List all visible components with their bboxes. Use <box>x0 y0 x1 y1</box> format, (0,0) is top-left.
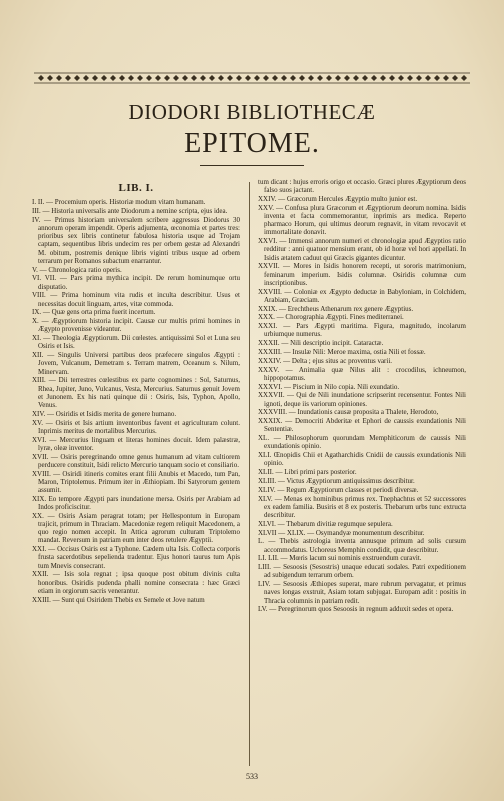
summary-entry: XII. — Singulis Universi partibus deos præfecere singulos Ægypti : Jovem, Vulcanum, Demetram s. Terram matrem, Oceanum s. Nilum, Minervam. <box>32 351 240 376</box>
summary-entry: XXV. — Confusa plura Græcorum et Ægyptiorum deorum nomina. Isidis inventa et facta commemorantur, inprimis ars medica. Reperto pharmaco Horum, qui ultimus deorum regnavit, in vitam revocavit et immortalitate donavit. <box>258 203 466 237</box>
page-number: 533 <box>246 772 258 781</box>
summary-entry: XLVI. — Thebarum divitiæ regumque sepulera. <box>258 519 393 528</box>
summary-entry: X. — Ægyptiorum historia incipit. Causæ cur multis primi homines in Ægypto provenisse videantur. <box>32 317 240 334</box>
left-entry-list <box>32 198 240 604</box>
summary-entry: XXXVII. — Qui de Nili inundatione scripserint recensentur. Fontes Nili ignoti, deque iis variorum opiniones. <box>258 391 466 408</box>
summary-entry: I. II. — Procemium operis. Historiæ modum vitam humanam. <box>32 198 206 207</box>
summary-entry: XXXIII. — Insulæ Nili: Meroe maxima, ostia Nili et fossæ. <box>258 348 426 356</box>
summary-entry: XVIII. — Osiridi itineris comites erant filii Anubis et Macedo, tum Pan, Maron, Triptolemus. Primum iter in Æthiopiam. Ibi Satyrorum gentem assumit. <box>32 469 240 495</box>
summary-entry: LIV. — Sesoosis Æthiopes superat, mare rubrum pervagatur, et primus naves longas exstruit, Asiam totam subjugat. Europam adit : positis in Thracia columnis in patriam redit. <box>258 580 466 605</box>
summary-entry: XLV. — Menas ex hominibus primus rex. Tnephachtus et 52 successores ex eadem familia. Busiris et 8 ex posteris. Thebarum urbs tunc extructa describitur. <box>258 494 466 519</box>
summary-entry: XXXIV. — Delta ; ejus situs ac proventus varii. <box>258 356 393 365</box>
summary-entry: XIII. — Dii terrestres cœlestibus ex parte cognomines : Sol, Saturnus, Rhea, Jupiter, Juno, Vulcanus, Vesta, Mercurius. Saturnus genuit Jovem et Junonem. Ex his nati quinque dii : Osiris, Isis, Typhon, Apollo, Venus. <box>32 376 240 410</box>
summary-entry: III. — Historia universalis ante Diodorum a nemine scripta, ejus idea. <box>32 207 228 215</box>
summary-entry: VIII. — Prima hominum vita rudis et inculta describitur. Usus et necessitas docuit linguam, artes, vitæ commoda. <box>32 291 240 308</box>
summary-entry: XVII. — Osiris peregrinando omne genus humanum ad vitam cultiorem perducere constituit, Isidi relicto Mercurio tanquam socio et consiliario. <box>32 452 240 469</box>
summary-entry: XXI. — Occisus Osiris est a Typhone. Cædem ulta Isis. Collecta corporis frusta sacerdotibus sepelienda tradentur. Ejus honori taurus tum Apis tum Mnevis consecrant. <box>32 545 240 570</box>
summary-entry: XL. — Philosophorum quorundam Memphiticorum de caussis Nili exundationis opinio. <box>258 434 466 451</box>
summary-entry: XXXII. — Nili descriptio incipit. Cataractæ. <box>258 339 384 348</box>
summary-entry: XXVI. — Immensi annorum numeri et chronologiæ apud Ægyptios ratio redditur : anni quatuor mensium erant, ob id horæ vel hori appellati. In Isidis ætatem caduut qui Græcis gigantes dicuntur. <box>258 237 466 262</box>
summary-entry: XIV. — Osiridis et Isidis merita de genere humano. <box>32 409 177 418</box>
summary-entry: VI. VII. — Pars prima mythica incipit. De rerum hominumque ortu disputatio. <box>32 274 240 291</box>
summary-entry: XLVII — XLIX. — Osymandyæ monumentum describitur. <box>258 528 425 537</box>
left-column <box>32 178 240 768</box>
right-entry-list <box>258 178 466 614</box>
summary-entry: XXXVI. — Piscium in Nilo copia. Nili exundatio. <box>258 382 400 391</box>
summary-entry: XVI. — Mercurius linguam et literas homines docuit. Idem palæstræ, lyræ, oleæ inventor. <box>32 435 240 452</box>
summary-entry: XLIII. — Victus Ægyptiorum antiquissimus describitur. <box>258 476 415 485</box>
summary-entry: LIII. — Sesoosis (Sesostris) unaque educati sodales. Patri expeditionem ad subigendum terrarum orbem. <box>258 563 466 580</box>
summary-entry: XXX. — Chorographia Ægypti. Fines mediterranei. <box>258 313 404 322</box>
summary-entry: V. — Chronologica ratio operis. <box>32 265 122 274</box>
summary-entry: LV. — Peregrinorum quos Sesoosis in regnum adduxit sedes et opera. <box>258 605 454 614</box>
summary-entry: XI. — Theologia Ægyptiorum. Dii cœlestes. antiquissimi Sol et Luna seu Osiris et Isis. <box>32 334 240 351</box>
summary-entry: L. — Thebis astrologia inventa annusque primum ad solis cursum accommodatus. Uchoreus Memphin condidit, quæ describitur. <box>258 537 466 554</box>
book-heading: LIB. I. <box>118 182 154 194</box>
summary-entry: LI. LII. — Mœris lacum sui nominis exstruendum curavit. <box>258 554 422 563</box>
summary-entry: XLII. — Libri primi pars posterior. <box>258 468 357 477</box>
summary-entry: IV. — Primus historiam universalem scribere aggressus Diodorus 30 annorum operam impendit. Operis adjumenta, œconomia et partes tres: prioribus sex libris continetur fabulosa historia usque ad Trojam captam, sequentibus libris undecim res per orbem gestæ ad Alexandri M. obitum, postremis denique libris viginti tribus usque ad orbem terrarum per Romanos subactum enarrantur. <box>32 215 240 265</box>
summary-entry: tum dicant : hujus erroris origo et occasio. Græci plures Ægyptiorum deos falso suos jactant. <box>258 178 466 195</box>
right-column <box>258 178 466 768</box>
summary-entry: XLIV. — Regum Ægyptiorum classes et periodi diversæ. <box>258 485 419 494</box>
summary-entry: XXXVIII. — Inundationis causæ proposita a Thalete, Herodoto, <box>258 408 439 417</box>
summary-entry: XIX. Eo tempore Ægypti pars inundatione mersa. Osiris per Arabiam ad Indos proficiscitur. <box>32 494 240 512</box>
summary-entry: XXIV. — Græcorum Hercules Ægyptio multo junior est. <box>258 195 418 203</box>
column-divider <box>249 182 250 766</box>
decorative-ornament-band <box>34 72 470 84</box>
summary-entry: IX. — Quæ gens orta prima fuerit incertum. <box>32 308 156 317</box>
summary-entry: XXIII. — Sunt qui Osiridem Thebis ex Semele et Jove natum <box>32 595 205 604</box>
summary-entry: XXXIX. — Democriti Abderitæ et Ephori de caussis exundationis Nili Sententiæ. <box>258 417 466 434</box>
summary-entry: XXXV. — Animalia quæ Nilus alit : crocodilus, ichneumon, hippopotamus. <box>258 365 466 382</box>
summary-entry: XXII. — Isis sola regnat ; ipsa quoque post obitum divinis culta honoribus. Osiridis pudenda phalli nomine consecrata : hæc Græci etiam in orgiorum sacris venerantur. <box>32 570 240 595</box>
summary-entry: XLI. Œnopidis Chii et Agatharchidis Cnidii de caussis exundationis Nili opinio. <box>258 451 466 468</box>
summary-entry: XXXI. — Pars Ægypti maritima. Figura, magnitudo, incolarum urbiumque numerus. <box>258 322 466 339</box>
title-line-2: EPITOME. <box>184 128 320 159</box>
summary-entry: XXVIII. — Coloniæ ex Ægypto deductæ in Babyloniam, in Colchidem, Arabiam, Græciam. <box>258 287 466 304</box>
title-line-1: DIODORI BIBLIOTHECÆ <box>128 100 376 124</box>
summary-entry: XXVII. — Mores in Isidis honorem recepti, ut sororis matrimonium, feminarum imperium. Isidis columnæ. Osiridis columnæ cum inscriptionibus. <box>258 262 466 287</box>
title-rule <box>200 165 304 166</box>
summary-entry: XX. — Osiris Asiam peragrat totam; per Hellespontum in Europam trajicit, primum in Thraciam. Macedoniæ regem reliquit Macedonem, a quo regio nomen accepit. In Attica agrorum culturam Triptolemo mandat. Reversum in patriam eum inter deos retulere Ægyptii. <box>32 511 240 545</box>
summary-entry: XXIX. — Erechtheus Athenarum rex genere Ægyptius. <box>258 304 414 313</box>
summary-entry: XV. — Osiris et Isis artium inventoribus favent et agriculturam colunt. Inprimis meritus de mortalibus Mercurius. <box>32 418 240 435</box>
